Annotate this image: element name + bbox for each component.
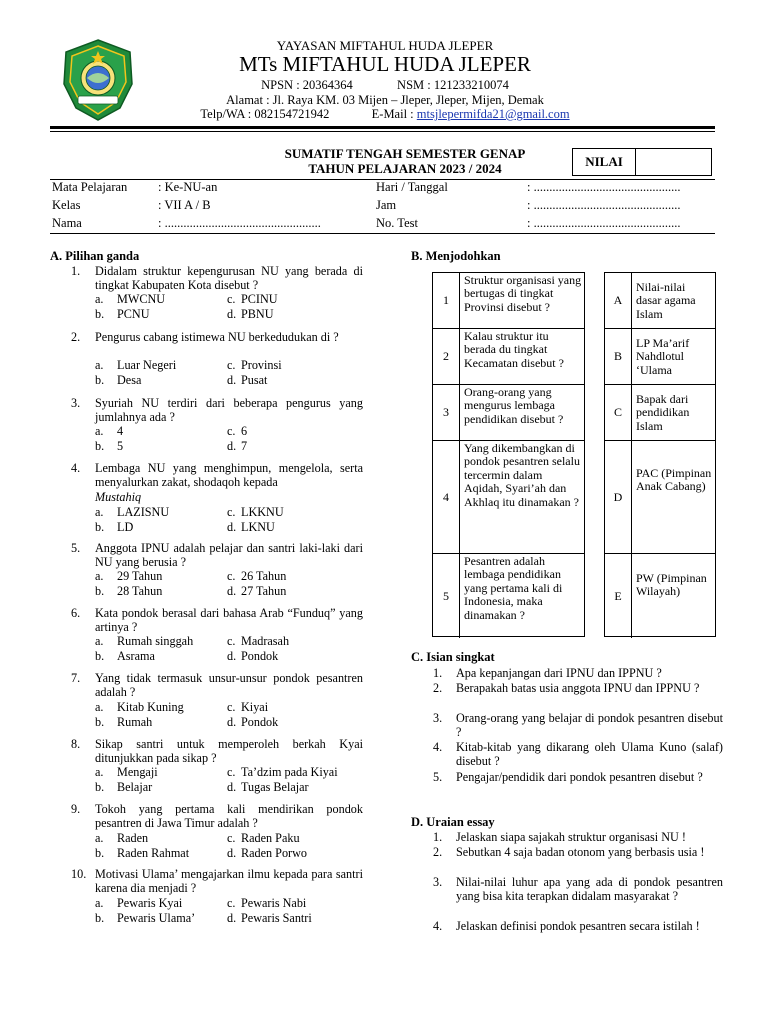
question-number: 7. — [71, 671, 81, 685]
question — [71, 396, 363, 425]
school-name: MTs MIFTAHUL HUDA JLEPER — [239, 52, 531, 76]
option-d[interactable]: Pusat — [241, 373, 268, 387]
option-c-label[interactable]: c. — [227, 292, 236, 306]
score-box — [572, 148, 712, 176]
left-item — [433, 554, 584, 638]
option-c-label[interactable]: c. — [227, 831, 236, 845]
option-d[interactable]: Raden Porwo — [241, 846, 308, 860]
option-a[interactable]: LAZISNU — [117, 505, 170, 519]
question — [71, 671, 363, 700]
option-c[interactable]: 26 Tahun — [241, 569, 287, 583]
school-contact — [140, 107, 630, 122]
day-field[interactable]: : ............................................... — [527, 180, 681, 194]
option-a-label[interactable]: a. — [95, 896, 104, 910]
right-item-text: PAC (Pimpinan Anak Cabang) — [636, 466, 712, 494]
d-item — [433, 845, 723, 859]
option-d[interactable]: Pewaris Santri — [241, 911, 312, 925]
option-c-label[interactable]: c. — [227, 569, 236, 583]
option-c-label[interactable]: c. — [227, 896, 236, 910]
option-b[interactable]: Raden Rahmat — [117, 846, 190, 860]
option-b-label[interactable]: b. — [95, 307, 105, 321]
right-item-text: Nilai-nilai dasar agama Islam — [636, 280, 696, 321]
test-number-field[interactable]: : ............................................... — [527, 216, 681, 230]
header-rule-thick — [50, 126, 715, 129]
option-a[interactable]: Pewaris Kyai — [117, 896, 183, 910]
d-item-number: 3. — [433, 875, 443, 889]
right-item-number: D — [605, 441, 632, 553]
exam-title: SUMATIF TENGAH SEMESTER GENAP — [284, 146, 526, 161]
option-a-label[interactable]: a. — [95, 765, 104, 779]
left-item-text: Yang dikembangkan di pondok pesantren selalu tercermin dalam Aqidah, Syari’ah dan Akhlaq itu dinamakan ? — [464, 441, 580, 509]
question-text: Yang tidak termasuk unsur-unsur pondok pesantren adalah ? — [95, 671, 363, 700]
score-label: NILAI — [573, 149, 636, 175]
option-a-label[interactable]: a. — [95, 634, 104, 648]
option-c[interactable]: LKKNU — [241, 505, 284, 519]
option-b-label[interactable]: b. — [95, 649, 105, 663]
d-item — [433, 875, 723, 904]
option-b[interactable]: Asrama — [117, 649, 155, 663]
option-c-label[interactable]: c. — [227, 765, 236, 779]
subject-label: Mata Pelajaran — [52, 180, 128, 194]
right-item-text: Bapak dari pendidikan Islam — [636, 392, 690, 433]
option-c[interactable]: Provinsi — [241, 358, 282, 372]
question-text: Anggota IPNU adalah pelajar dan santri laki-laki dari NU yang berusia ? — [95, 541, 363, 570]
d-item-number: 4. — [433, 919, 443, 933]
option-a[interactable]: 4 — [117, 424, 124, 438]
question-text: Sikap santri untuk memperoleh berkah Kyai ditunjukkan pada sikap ? — [95, 737, 363, 766]
c-item-text: Apa kepanjangan dari IPNU dan IPPNU ? — [456, 666, 662, 680]
option-c[interactable]: Kiyai — [241, 700, 269, 714]
question — [71, 802, 363, 831]
option-c[interactable]: PCINU — [241, 292, 278, 306]
option-d-label[interactable]: d. — [227, 911, 237, 925]
left-item-number: 1 — [433, 273, 460, 328]
school-address: Alamat : Jl. Raya KM. 03 Mijen – Jleper, Jleper, Mijen, Demak — [226, 93, 544, 107]
option-b-label[interactable]: b. — [95, 584, 105, 598]
option-a[interactable]: Luar Negeri — [117, 358, 177, 372]
d-item-number: 2. — [433, 845, 443, 859]
option-c-label[interactable]: c. — [227, 700, 236, 714]
option-a-label[interactable]: a. — [95, 569, 104, 583]
option-d-label[interactable]: d. — [227, 584, 237, 598]
question — [71, 264, 363, 293]
option-c-label[interactable]: c. — [227, 358, 236, 372]
c-item-number: 2. — [433, 681, 443, 695]
school-ids — [140, 78, 630, 93]
option-d[interactable]: Tugas Belajar — [241, 780, 309, 794]
option-b[interactable]: LD — [117, 520, 134, 534]
left-item-number: 3 — [433, 385, 460, 440]
name-field[interactable]: : .................................................. — [158, 216, 321, 230]
option-b[interactable]: 28 Tahun — [117, 584, 163, 598]
time-field[interactable]: : ............................................... — [527, 198, 681, 212]
question-text: Tokoh yang pertama kali mendirikan pondok pesantren di Jawa Timur adalah ? — [95, 802, 363, 831]
option-b-label[interactable]: b. — [95, 911, 105, 925]
d-item — [433, 919, 723, 933]
d-item-number: 1. — [433, 830, 443, 844]
option-d-label[interactable]: d. — [227, 649, 237, 663]
option-c-label[interactable]: c. — [227, 634, 236, 648]
option-c[interactable]: Raden Paku — [241, 831, 300, 845]
foundation-name: YAYASAN MIFTAHUL HUDA JLEPER — [276, 38, 494, 53]
c-item-text: Kitab-kitab yang dikarang oleh Ulama Kuno (salaf) disebut ? — [456, 740, 723, 769]
option-b-label[interactable]: b. — [95, 373, 105, 387]
header-rule-thin — [50, 131, 715, 132]
option-a[interactable]: Kitab Kuning — [117, 700, 184, 714]
c-item-number: 3. — [433, 711, 443, 725]
question-text: Pengurus cabang istimewa NU berkedudukan di ? — [95, 330, 339, 344]
option-c-label[interactable]: c. — [227, 505, 236, 519]
name-label: Nama — [52, 216, 82, 230]
subject-value: : Ke-NU-an — [158, 180, 218, 194]
d-item-text: Sebutkan 4 saja badan otonom yang berbasis usia ! — [456, 845, 705, 859]
left-item — [433, 273, 584, 329]
left-item-text: Pesantren adalah lembaga pendidikan yang pertama kali di Indonesia, maka dinamakan ? — [464, 554, 563, 622]
option-a-label[interactable]: a. — [95, 505, 104, 519]
npsn: NPSN : 20364364 — [261, 78, 353, 92]
option-a-label[interactable]: a. — [95, 700, 104, 714]
question — [71, 541, 363, 570]
question-text: Kata pondok berasal dari bahasa Arab “Funduq” yang artinya ? — [95, 606, 363, 635]
question — [71, 330, 363, 344]
left-item-number: 4 — [433, 441, 460, 553]
c-item-number: 1. — [433, 666, 443, 680]
option-d-label[interactable]: d. — [227, 715, 237, 729]
question-text: Lembaga NU yang menghimpun, mengelola, serta menyalurkan zakat, shodaqoh kepada — [95, 461, 363, 490]
option-a[interactable]: Rumah singgah — [117, 634, 194, 648]
left-item-number: 2 — [433, 329, 460, 384]
question — [71, 737, 363, 766]
phone: Telp/WA : 082154721942 — [200, 107, 330, 121]
option-d-label[interactable]: d. — [227, 307, 237, 321]
c-item — [433, 740, 723, 769]
c-item-text: Berapakah batas usia anggota IPNU dan IPPNU ? — [456, 681, 700, 695]
d-item-text: Jelaskan definisi pondok pesantren secara istilah ! — [456, 919, 700, 933]
section-b-title: B. Menjodohkan — [411, 249, 501, 263]
right-item-text: LP Ma’arif Nahdlotul ‘Ulama — [636, 336, 690, 377]
right-item — [605, 385, 715, 441]
section-a-title: A. Pilihan ganda — [50, 249, 140, 263]
c-item-number: 4. — [433, 740, 443, 754]
option-c[interactable]: Ta’dzim pada Kiyai — [241, 765, 338, 779]
option-b-label[interactable]: b. — [95, 439, 105, 453]
day-label: Hari / Tanggal — [376, 180, 448, 194]
section-d-title: D. Uraian essay — [411, 815, 495, 829]
option-b-label[interactable]: b. — [95, 780, 105, 794]
identity-bottom-line — [50, 233, 715, 234]
right-item-text: PW (Pimpinan Wilayah) — [636, 571, 707, 599]
right-item-number: C — [605, 385, 632, 440]
question — [71, 461, 363, 504]
class-label: Kelas — [52, 198, 81, 212]
option-b[interactable]: Rumah — [117, 715, 153, 729]
option-d-label[interactable]: d. — [227, 846, 237, 860]
school-logo — [62, 38, 134, 122]
question-number: 9. — [71, 802, 81, 816]
email-label: E-Mail : — [371, 107, 414, 121]
option-c-label[interactable]: c. — [227, 424, 236, 438]
question-text-italic: Mustahiq — [95, 489, 142, 504]
option-c[interactable]: Pewaris Nabi — [241, 896, 307, 910]
c-item — [433, 711, 723, 740]
d-item — [433, 830, 723, 844]
question-text: Syuriah NU terdiri dari beberapa pengurus yang jumlahnya ada ? — [95, 396, 363, 425]
option-a[interactable]: Raden — [117, 831, 149, 845]
option-b[interactable]: 5 — [117, 439, 124, 453]
left-item-number: 5 — [433, 554, 460, 638]
option-d[interactable]: PBNU — [241, 307, 274, 321]
option-c[interactable]: Madrasah — [241, 634, 290, 648]
option-b-label[interactable]: b. — [95, 715, 105, 729]
option-d-label[interactable]: d. — [227, 780, 237, 794]
option-a-label[interactable]: a. — [95, 292, 104, 306]
question-text: Didalam struktur kepengurusan NU yang berada di tingkat Kabupaten Kota disebut ? — [95, 264, 363, 293]
option-d[interactable]: LKNU — [241, 520, 275, 534]
d-item-text: Jelaskan siapa sajakah struktur organisasi NU ! — [456, 830, 686, 844]
matching-left-column — [432, 272, 585, 637]
nsm: NSM : 121233210074 — [397, 78, 509, 92]
option-a-label[interactable]: a. — [95, 831, 104, 845]
question — [71, 606, 363, 635]
option-d-label[interactable]: d. — [227, 520, 237, 534]
option-b[interactable]: Pewaris Ulama’ — [117, 911, 196, 925]
option-b-label[interactable]: b. — [95, 520, 105, 534]
c-item-number: 5. — [433, 770, 443, 784]
right-item — [605, 554, 715, 638]
option-a[interactable]: 29 Tahun — [117, 569, 163, 583]
option-a[interactable]: MWCNU — [117, 292, 166, 306]
question-number: 4. — [71, 461, 81, 475]
right-item-number: B — [605, 329, 632, 384]
question-number: 3. — [71, 396, 81, 410]
question-text: Motivasi Ulama’ mengajarkan ilmu kepada para santri karena dia menjadi ? — [95, 867, 363, 896]
option-d-label[interactable]: d. — [227, 439, 237, 453]
right-item — [605, 329, 715, 385]
right-item-number: A — [605, 273, 632, 328]
matching-right-column — [604, 272, 716, 637]
right-item — [605, 441, 715, 554]
question-number: 10. — [71, 867, 87, 881]
left-item — [433, 329, 584, 385]
left-item — [433, 385, 584, 441]
left-item — [433, 441, 584, 554]
exam-year: TAHUN PELAJARAN 2023 / 2024 — [308, 161, 502, 176]
option-d[interactable]: Pondok — [241, 715, 279, 729]
class-value: : VII A / B — [158, 198, 211, 212]
c-item — [433, 770, 723, 784]
c-item — [433, 681, 723, 695]
time-label: Jam — [376, 198, 397, 212]
option-b[interactable]: Belajar — [117, 780, 153, 794]
d-item-text: Nilai-nilai luhur apa yang ada di pondok pesantren yang bisa kita terapkan didalam masyarakat ? — [456, 875, 723, 904]
question-number: 8. — [71, 737, 81, 751]
option-a-label[interactable]: a. — [95, 358, 104, 372]
left-item-text: Kalau struktur itu berada du tingkat Kecamatan disebut ? — [464, 329, 564, 370]
question-number: 2. — [71, 330, 81, 344]
option-d[interactable]: 27 Tahun — [241, 584, 287, 598]
c-item — [433, 666, 723, 680]
c-item-text: Orang-orang yang belajar di pondok pesantren disebut ? — [456, 711, 723, 740]
c-item-text: Pengajar/pendidik dari pondok pesantren disebut ? — [456, 770, 703, 784]
option-b[interactable]: PCNU — [117, 307, 150, 321]
test-number-label: No. Test — [376, 216, 418, 230]
email-link[interactable]: mtsjlepermifda21@gmail.com — [416, 107, 570, 121]
option-d-label[interactable]: d. — [227, 373, 237, 387]
option-b[interactable]: Desa — [117, 373, 142, 387]
question-number: 1. — [71, 264, 81, 278]
option-a-label[interactable]: a. — [95, 424, 104, 438]
option-a[interactable]: Mengaji — [117, 765, 158, 779]
option-d[interactable]: Pondok — [241, 649, 279, 663]
section-c-title: C. Isian singkat — [411, 650, 495, 664]
option-c[interactable]: 6 — [241, 424, 248, 438]
option-d[interactable]: 7 — [241, 439, 248, 453]
right-item — [605, 273, 715, 329]
question-number: 6. — [71, 606, 81, 620]
question — [71, 867, 363, 896]
option-b-label[interactable]: b. — [95, 846, 105, 860]
question-number: 5. — [71, 541, 81, 555]
left-item-text: Struktur organisasi yang bertugas di tingkat Provinsi disebut ? — [464, 273, 582, 314]
left-item-text: Orang-orang yang mengurus lembaga pendidikan disebut ? — [464, 385, 564, 426]
right-item-number: E — [605, 554, 632, 638]
